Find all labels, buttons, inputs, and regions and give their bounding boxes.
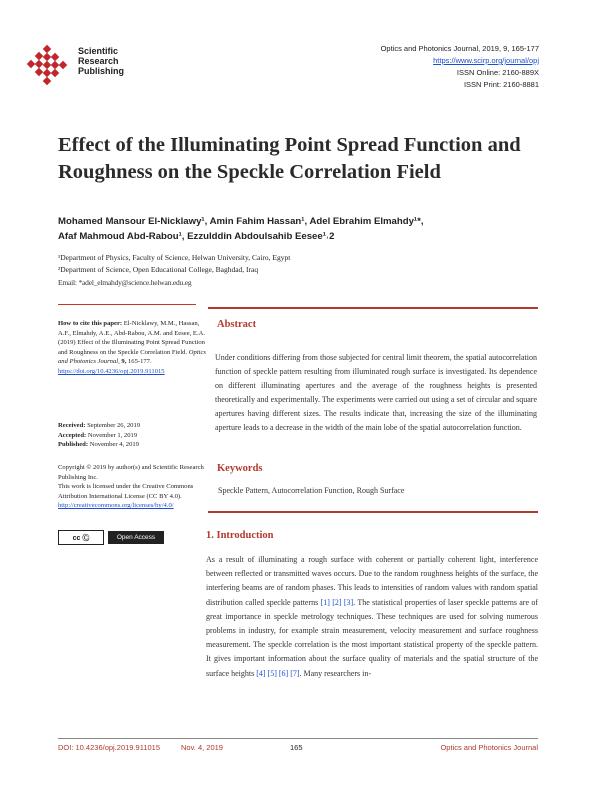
published-date: November 4, 2019	[89, 441, 139, 449]
issn-print: ISSN Print: 2160-8881	[463, 80, 539, 89]
cite-journal: Optics and Photonics Journal,	[58, 348, 206, 366]
ref-link-5[interactable]: [5]	[267, 668, 277, 678]
intro-text-2: . The statistical properties of laser speckle patterns are of great importance in speckle metrology techniques. These techniques are used for solving numerous problems in industry, for example strain measurement, velocity measurement and surface roughness measurement. The speckle correlation is the most important statistical property of the speckle pattern. It gives important information about the surface quality of materials and the spatial structure of the surface heights	[206, 597, 538, 678]
footer-page-number: 165	[290, 743, 303, 752]
affiliation-2: ²Department of Science, Open Educational College, Baghdad, Iraq	[58, 265, 259, 274]
issn-online: ISSN Online: 2160-889X	[456, 68, 539, 77]
authors-line2: Afaf Mahmoud Abd-Rabou¹, Ezzulddin Abdoulsahib Eesee¹˒2	[58, 231, 335, 242]
journal-info	[381, 43, 539, 91]
abstract-divider	[208, 307, 538, 309]
affiliation-1: ¹Department of Physics, Faculty of Science, Helwan University, Cairo, Egypt	[58, 253, 291, 262]
accepted-label: Accepted:	[58, 431, 87, 439]
email: Email: *adel_elmahdy@science.helwan.edu.eg	[58, 278, 192, 287]
journal-citation: Optics and Photonics Journal, 2019, 9, 165-177	[380, 44, 539, 53]
cite-label: How to cite this paper:	[58, 320, 123, 327]
abstract-heading: Abstract	[217, 319, 257, 330]
cite-volume: 9,	[121, 358, 127, 366]
footer-journal: Optics and Photonics Journal	[440, 743, 538, 752]
publisher-line2: Research	[78, 56, 119, 66]
footer-divider	[58, 738, 538, 739]
received-label: Received:	[58, 422, 86, 429]
ref-link-6[interactable]: [6]	[278, 668, 289, 678]
section-divider	[208, 511, 538, 513]
authors-line1: Mohamed Mansour El-Nicklawy¹, Amin Fahim Hassan¹, Adel Ebrahim Elmahdy¹*,	[58, 216, 424, 227]
publisher-line1: Scientific	[78, 46, 119, 56]
publisher-line3: Publishing	[78, 66, 124, 76]
copyright-block	[58, 463, 208, 511]
intro-paragraph	[206, 553, 538, 681]
cc-by-badge[interactable]: cc Ⓒ	[58, 530, 104, 545]
citation-block	[58, 319, 208, 377]
authors	[58, 214, 548, 244]
dates-block	[58, 421, 208, 450]
journal-url-link[interactable]: https://www.scirp.org/journal/opj	[433, 56, 539, 65]
doi-link[interactable]: https://doi.org/10.4236/opj.2019.911015	[58, 367, 165, 375]
license-badges	[58, 530, 164, 545]
ref-link-3[interactable]: [3]	[343, 597, 354, 607]
intro-text-1: As a result of illuminating a rough surface with coherent or partially coherent light, interference between reflected or transmitted waves occurs. Due to the random roughness heights of the surface, the interfering beams are of random phases. This leads to intensities of random values with random spatial distribution called speckle patterns	[206, 555, 538, 607]
license-text: This work is licensed under the Creative Commons Attribution International License (CC BY 4.0).	[58, 483, 194, 500]
ref-link-4[interactable]: [4]	[256, 668, 266, 678]
intro-text-3: . Many researchers in-	[299, 668, 372, 678]
scirp-logo-icon	[26, 44, 76, 88]
ref-link-2[interactable]: [2]	[332, 597, 342, 607]
keywords-heading: Keywords	[217, 463, 263, 474]
accepted-date: November 1, 2019	[87, 431, 138, 439]
abstract-text: Under conditions differing from those subjected for central limit theorem, the spatial autocorrelation function of speckle pattern resulting from illuminated rough surface is investigated. Its dependence on different illuminating apertures and the average of the roughness heights is presented theoretically and experimentally. The experiments were carried out using a set of circular and square apertures having different sizes. The results indicate that, increasing the size of the illuminating aperture leads to a decrease in the width of the main lobe of the spatial autocorrelation function.	[215, 353, 537, 433]
footer-doi: DOI: 10.4236/opj.2019.911015	[58, 743, 161, 752]
received-date: September 26, 2019	[87, 422, 141, 429]
footer-date: Nov. 4, 2019	[181, 743, 223, 752]
paper-title: Effect of the Illuminating Point Spread Function and Roughness on the Speckle Correlation Field	[58, 134, 521, 183]
ref-link-1[interactable]: [1]	[320, 597, 330, 607]
publisher-name	[78, 46, 124, 76]
intro-heading: 1. Introduction	[206, 530, 274, 541]
sidebar-divider	[58, 304, 196, 305]
license-url-link[interactable]: http://creativecommons.org/licenses/by/4.0/	[58, 502, 174, 510]
affiliations	[58, 252, 290, 276]
published-label: Published:	[58, 441, 89, 449]
keywords-text: Speckle Pattern, Autocorrelation Function, Rough Surface	[218, 486, 405, 495]
copyright-text: Copyright © 2019 by author(s) and Scientific Research Publishing Inc.	[58, 464, 204, 481]
open-access-badge: Open Access	[108, 531, 164, 544]
cite-pages: 165-177.	[128, 358, 152, 366]
ref-link-7[interactable]: [7]	[290, 668, 300, 678]
cite-text: El-Nicklawy, M.M., Hassan, A.F., Elmahdy, A.E., Abd-Rabou, A.M. and Eesee, E.A. (2019) Effect of the Illuminating Point Spread Function and Roughness on the Speckle Correlation Field.	[58, 320, 206, 356]
